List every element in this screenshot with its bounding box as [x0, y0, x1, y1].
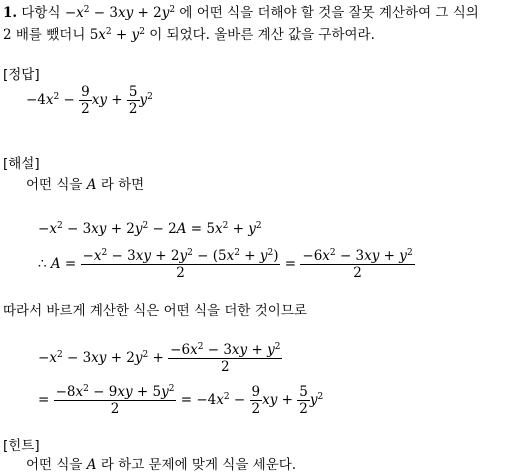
explanation-intro-b: 라 하면 [100, 177, 145, 193]
problem-text-c: 2 배를 뺐더니 [3, 27, 86, 43]
answer-heading: [정답] [3, 67, 40, 83]
problem-line-2 [3, 26, 375, 44]
hint-text [26, 456, 296, 474]
explanation-intro-var: A [86, 177, 97, 193]
problem-result-expression: $5x^2 + y^2$ [89, 27, 145, 43]
explanation-heading: [해설] [3, 156, 40, 172]
equation-correct-sum: $-x^2 - 3xy + 2y^2$ + $\frac{-6x^2 - 3xy + y^2}{2}$ [38, 342, 281, 375]
problem-text-d: 이 되었다. 올바른 계산 값을 구하여라. [149, 27, 375, 43]
problem-polynomial: $-x^2 - 3xy + 2y^2$ [64, 5, 176, 21]
explanation-intro-a: 어떤 식을 [26, 177, 83, 193]
hint-text-b: 라 하고 문제에 맞게 식을 세운다. [100, 457, 297, 473]
problem-text-a: 다항식 [21, 5, 61, 21]
hint-text-var: A [86, 457, 97, 473]
answer-expression: $-4x^2$ − $\frac{9}{2}$ xy + $\frac{5}{2}$ $y^2$ [26, 84, 153, 117]
explanation-intro [26, 176, 144, 194]
equation-solve-A: ∴ A = $\frac{-x^2 - 3xy + 2y^2 - (5x^2 + y^2)}{2}$ = $\frac{-6x^2 - 3xy + y^2}{2}$ [38, 248, 413, 281]
equation-final: = $\frac{-8x^2 - 9xy + 5y^2}{2}$ = $-4x^2$ − $\frac{9}{2}$ xy + $\frac{5}{2}$ $y^2$ [38, 384, 324, 417]
hint-text-a: 어떤 식을 [26, 457, 83, 473]
hint-heading: [힌트] [3, 438, 40, 454]
problem-line-1 [3, 4, 479, 22]
explanation-conclusion: 따라서 바르게 계산한 식은 어떤 식을 더한 것이므로 [3, 303, 307, 319]
problem-text-b: 에 어떤 식을 더해야 할 것을 잘못 계산하여 그 식의 [179, 5, 479, 21]
problem-number: 1. [3, 5, 18, 21]
equation-setup: $-x^2 - 3xy + 2y^2 - 2A = 5x^2 + y^2$ [38, 221, 262, 237]
therefore-symbol: ∴ [38, 256, 47, 272]
